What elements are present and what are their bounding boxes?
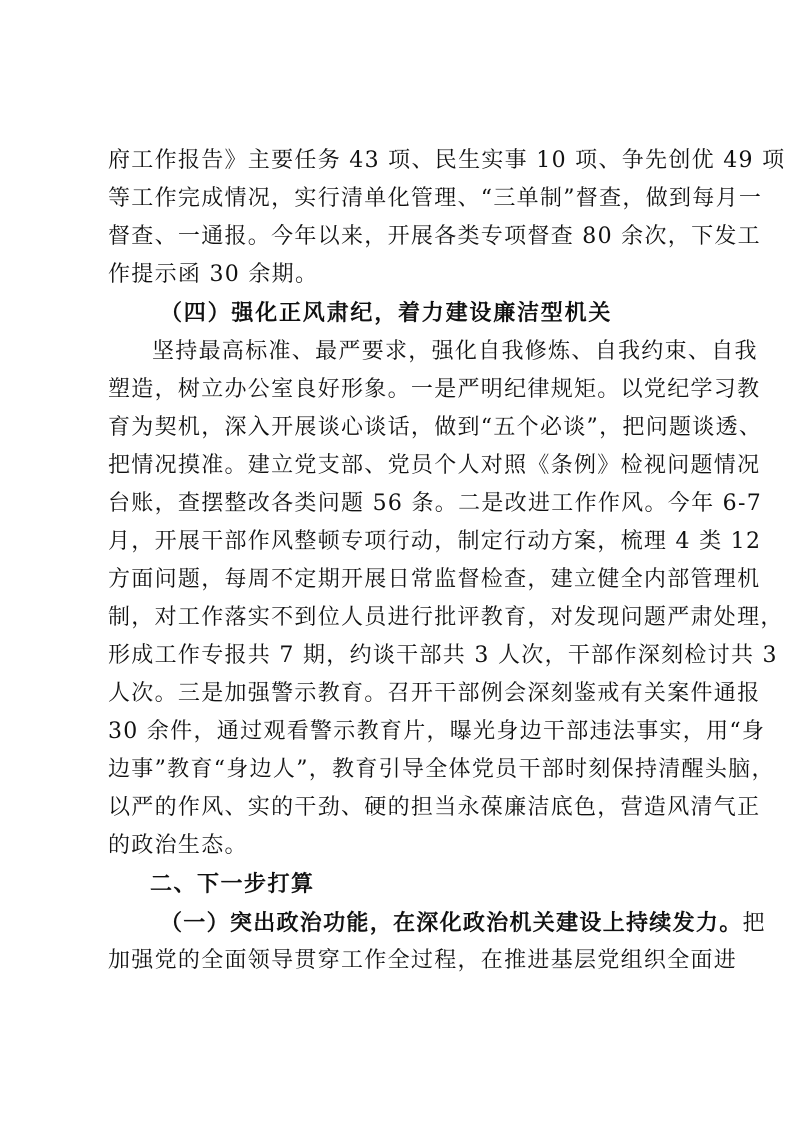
paragraph-bold-lead: （一）突出政治功能，在深化政治机关建设上持续发力。 (160, 910, 743, 936)
paragraph-line: 人次。三是加强警示教育。召开干部例会深刻鉴戒有关案件通报 (108, 681, 761, 706)
paragraph-line: 等工作完成情况，实行清单化管理、“三单制”督查，做到每月一 (108, 186, 763, 211)
paragraph-line: 月，开展干部作风整顿专项行动，制定行动方案，梳理 4 类 12 (108, 529, 762, 554)
chapter-heading: 二、下一步打算 (150, 872, 315, 897)
paragraph-line: 塑造，树立办公室良好形象。一是严明纪律规矩。以党纪学习教 (108, 377, 761, 402)
paragraph-line: 的政治生态。 (108, 833, 248, 858)
paragraph-line: 30 余件，通过观看警示教育片，曝光身边干部违法事实，用“身 (108, 719, 766, 744)
section-heading: （四）强化正风肃纪，着力建设廉洁型机关 (160, 300, 613, 326)
paragraph-line: 府工作报告》主要任务 43 项、民生实事 10 项、争先创优 49 项 (108, 148, 786, 173)
paragraph-line: 以严的作风、实的干劲、硬的担当永葆廉洁底色，营造风清气正 (108, 795, 761, 820)
paragraph-line: 坚持最高标准、最严要求，强化自我修炼、自我约束、自我 (152, 339, 758, 364)
paragraph-line: 加强党的全面领导贯穿工作全过程，在推进基层党组织全面进 (108, 948, 738, 973)
paragraph-line: 作提示函 30 余期。 (108, 262, 319, 287)
paragraph-line: 台账，查摆整改各类问题 56 条。二是改进工作作风。今年 6-7 (108, 491, 763, 516)
paragraph-line: 制，对工作落实不到位人员进行批评教育，对发现问题严肃处理， (108, 605, 784, 630)
paragraph-line: 形成工作专报共 7 期，约谈干部共 3 人次，干部作深刻检讨共 3 (108, 643, 778, 668)
paragraph-line: 边事”教育“身边人”，教育引导全体党员干部时刻保持清醒头脑， (108, 757, 775, 782)
paragraph-line: 方面问题，每周不定期开展日常监督检查，建立健全内部管理机 (108, 567, 761, 592)
paragraph-lead-rest: 把 (742, 911, 766, 936)
paragraph-line: 育为契机，深入开展谈心谈话，做到“五个必谈”，把问题谈透、 (108, 415, 763, 440)
paragraph-line-with-lead (160, 905, 766, 941)
paragraph-line: 督查、一通报。今年以来，开展各类专项督查 80 余次，下发工 (108, 224, 761, 249)
paragraph-line: 把情况摸准。建立党支部、党员个人对照《条例》检视问题情况 (108, 453, 761, 478)
